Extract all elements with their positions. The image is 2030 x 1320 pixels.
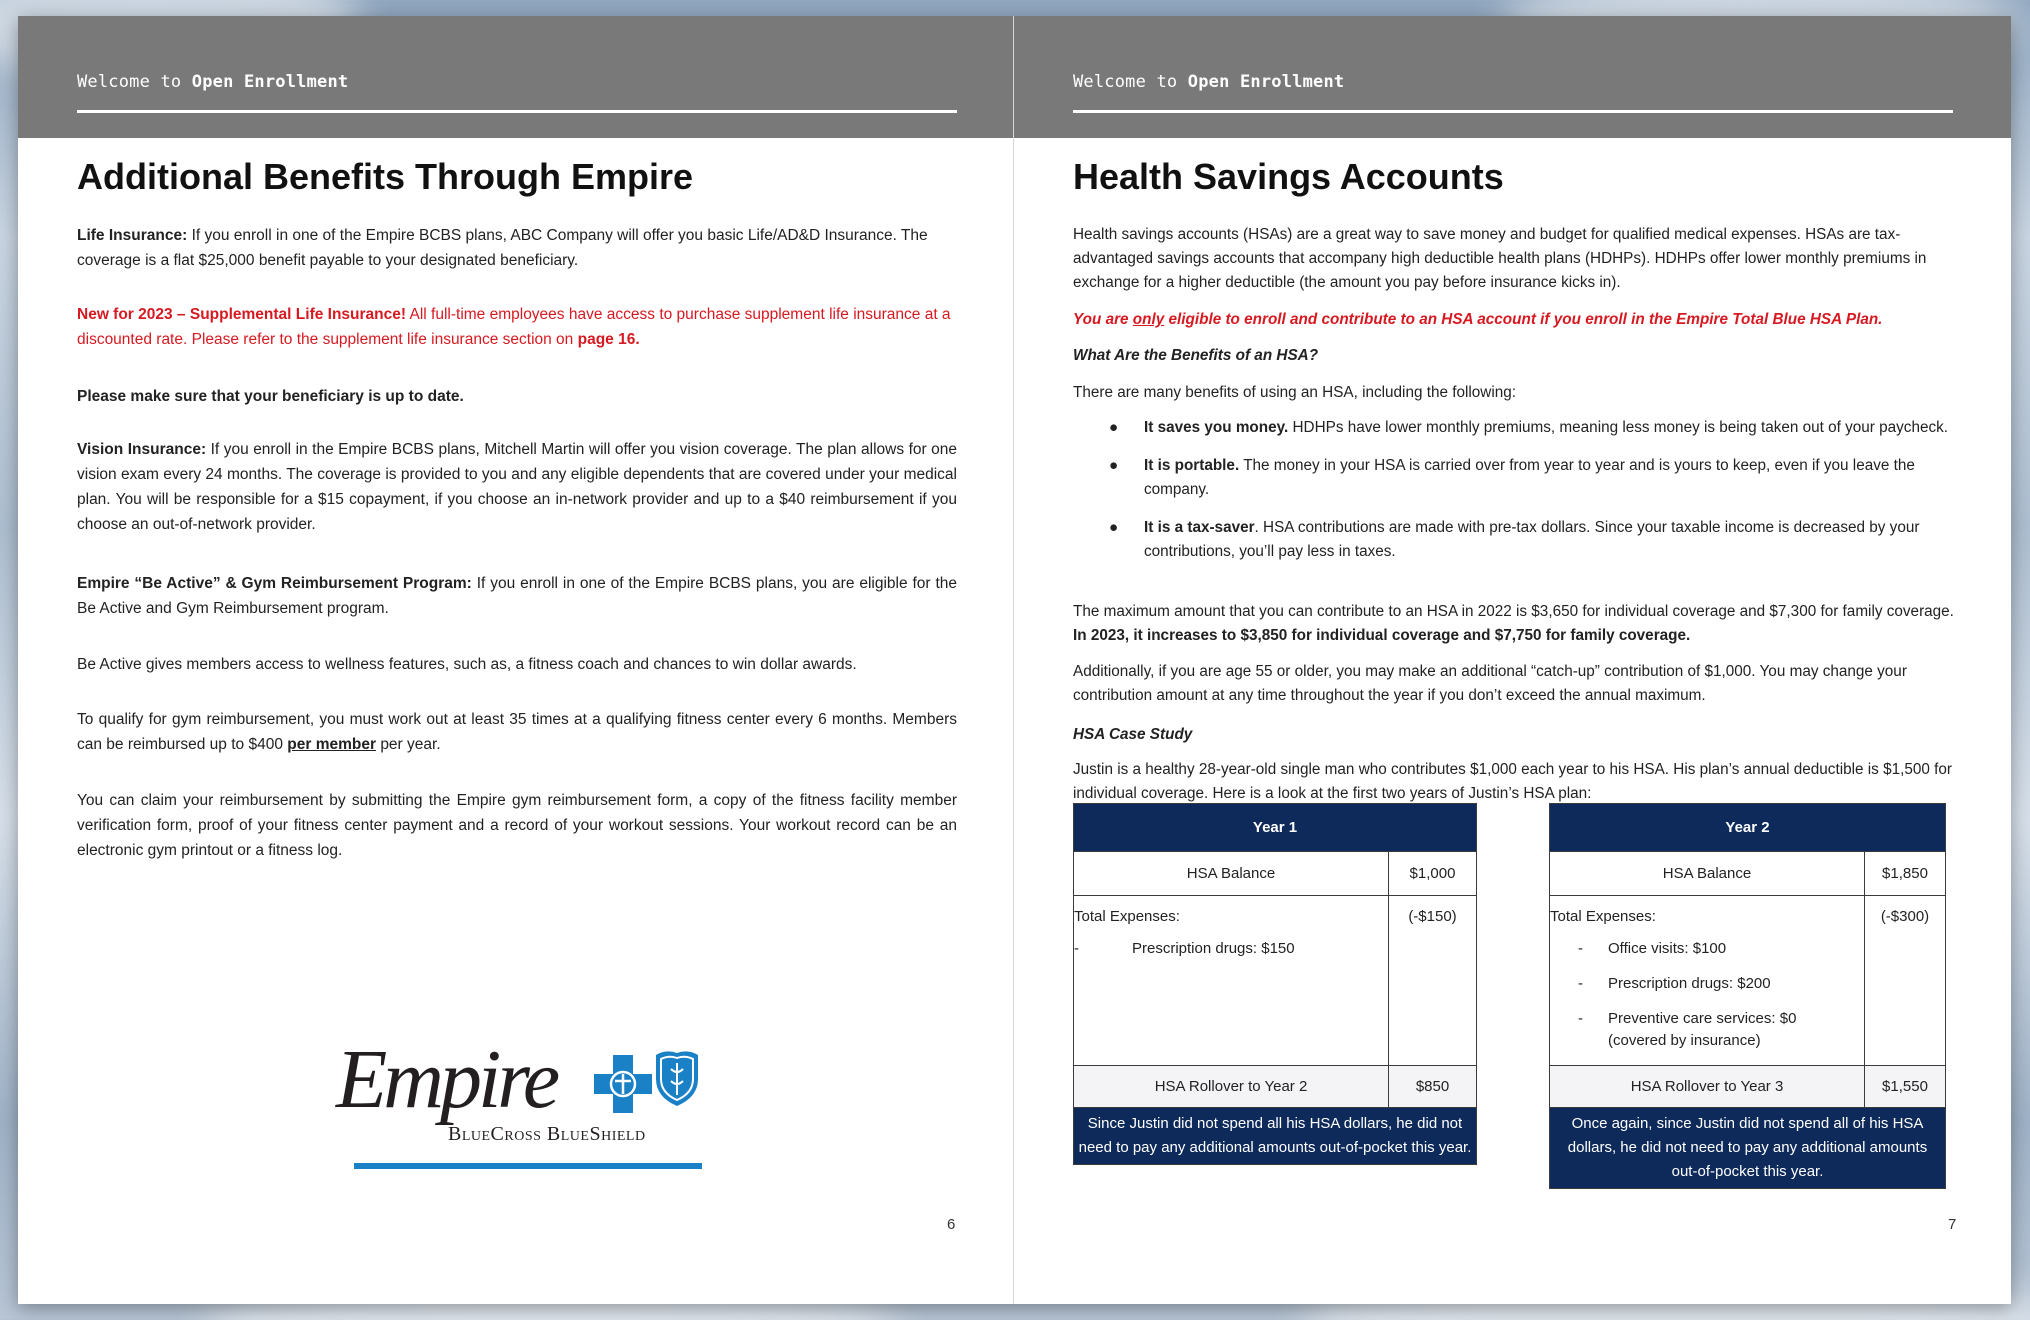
header-title: Welcome to Open Enrollment [77, 72, 349, 92]
rollover-value: $1,550 [1865, 1066, 1946, 1108]
table-row [1074, 896, 1477, 1066]
expenses-cell [1550, 896, 1865, 1066]
case-study-heading: HSA Case Study [1073, 726, 1193, 743]
expenses-label: Total Expenses: [1074, 908, 1180, 925]
table-row [1074, 852, 1477, 896]
benefits-heading: What Are the Benefits of an HSA? [1073, 347, 1319, 364]
list-item: - Prescription drugs: $200 [1578, 975, 1771, 992]
list-item: ● It is a tax-saver. HSA contributions are made with pre-tax dollars. Since your taxable income is decreased by your contributions, you’ll pay less in taxes. [1109, 516, 1969, 564]
case-study-paragraph: Justin is a healthy 28-year-old single man who contributes $1,000 each year to his HSA. His plan’s annual deductible is $1,500 for individual coverage. Here is a look at the first two years of Justin’s HSA plan: [1073, 761, 1952, 802]
gym-claim-paragraph: You can claim your reimbursement by submitting the Empire gym reimbursement form, a copy of the fitness facility member verification form, proof of your fitness center payment and a record of your workout sessions. Your workout record can be an electronic gym printout or a fitness log. [77, 792, 957, 859]
logo-subtitle: BlueCross BlueShield [448, 1123, 646, 1145]
expense-list [1550, 938, 1864, 1052]
rollover-value: $850 [1389, 1066, 1477, 1108]
page-reference-link[interactable]: page 16. [577, 331, 640, 348]
logo-underline [354, 1163, 702, 1169]
page-header [18, 16, 1013, 138]
expenses-label: Total Expenses: [1550, 908, 1656, 925]
list-item: - Preventive care services: $0 (covered by insurance) [1578, 1010, 1797, 1049]
benefits-intro: There are many benefits of using an HSA, including the following: [1073, 384, 1517, 401]
page-left [18, 16, 1013, 1304]
table-footer-note: Since Justin did not spend all his HSA dollars, he did not need to pay any additional amounts out-of-pocket this year. [1074, 1108, 1477, 1165]
header-rule [1073, 110, 1953, 113]
rollover-label: HSA Rollover to Year 2 [1074, 1066, 1389, 1108]
balance-label: HSA Balance [1074, 852, 1389, 896]
table-header: Year 1 [1074, 804, 1477, 852]
hsa-eligibility-note: You are only eligible to enroll and contribute to an HSA account if you enroll in the Empire Total Blue HSA Plan. [1073, 311, 1883, 328]
table-footer-note: Once again, since Justin did not spend all of his HSA dollars, he did not need to pay any additional amounts out-of-pocket this year. [1550, 1108, 1946, 1189]
bullet-icon: ● [1109, 419, 1119, 436]
table-row [1550, 896, 1946, 1066]
year1-table [1073, 803, 1477, 1165]
table-row [1074, 1066, 1477, 1108]
list-item: ● It is portable. The money in your HSA is carried over from year to year and is yours to keep, even if you leave the company. [1109, 454, 1969, 502]
table-row [1550, 1066, 1946, 1108]
be-active-paragraph: Be Active gives members access to wellness features, such as, a fitness coach and chances to win dollar awards. [77, 656, 857, 673]
logo-wordmark: Empire [336, 1033, 557, 1126]
page-number: 7 [1948, 1216, 1957, 1233]
header-rule [77, 110, 957, 113]
contribution-max-paragraph: The maximum amount that you can contribute to an HSA in 2022 is $3,650 for individual coverage and $7,300 for family coverage. In 2023, it increases to $3,850 for individual coverage and $7,750 for family coverage. [1073, 603, 1954, 644]
life-insurance-paragraph: Life Insurance: If you enroll in one of the Empire BCBS plans, ABC Company will offer you basic Life/AD&D Insurance. The coverage is a flat $25,000 benefit payable to your designated beneficiary. [77, 227, 928, 269]
open-brochure [18, 16, 2011, 1304]
header-title: Welcome to Open Enrollment [1073, 72, 1345, 92]
gym-program-paragraph: Empire “Be Active” & Gym Reimbursement Program: If you enroll in one of the Empire BCBS plans, you are eligible for the Be Active and Gym Reimbursement program. [77, 575, 957, 617]
page-number: 6 [947, 1216, 956, 1233]
benefits-bullet-list [1109, 416, 1969, 564]
page-title: Health Savings Accounts [1073, 156, 1504, 197]
expense-list [1074, 938, 1388, 960]
year2-table [1549, 803, 1946, 1189]
page-title: Additional Benefits Through Empire [77, 156, 694, 197]
balance-label: HSA Balance [1550, 852, 1865, 896]
list-item: - Prescription drugs: $150 [1074, 940, 1295, 957]
page-right [1013, 16, 2011, 1304]
page-header [1014, 16, 2011, 138]
bullet-icon: ● [1109, 519, 1119, 536]
expenses-value: (-$150) [1389, 896, 1477, 1066]
expenses-cell [1074, 896, 1389, 1066]
supplemental-life-paragraph: New for 2023 – Supplemental Life Insurance! All full-time employees have access to purchase supplement life insurance at a discounted rate. Please refer to the supplement life insurance section on page 16. [77, 306, 951, 348]
blue-shield-icon [654, 1049, 700, 1107]
expenses-value: (-$300) [1865, 896, 1946, 1066]
list-item: ● It saves you money. HDHPs have lower monthly premiums, meaning less money is being taken out of your paycheck. [1109, 416, 1969, 440]
rollover-label: HSA Rollover to Year 3 [1550, 1066, 1865, 1108]
balance-value: $1,850 [1865, 852, 1946, 896]
table-row [1550, 852, 1946, 896]
empire-bcbs-logo [336, 1031, 706, 1171]
beneficiary-note: Please make sure that your beneficiary is up to date. [77, 388, 464, 405]
gym-qualify-paragraph: To qualify for gym reimbursement, you must work out at least 35 times at a qualifying fitness center every 6 months. Members can be reimbursed up to $400 per member per year. [77, 711, 957, 753]
vision-insurance-paragraph: Vision Insurance: If you enroll in the Empire BCBS plans, Mitchell Martin will offer you vision coverage. The plan allows for one vision exam every 24 months. The coverage is provided to you and any eligible dependents that are covered under your medical plan. You will be responsible for a $15 copayment, if you choose an in-network provider and up to a $40 reimbursement if you choose an out-of-network provider. [77, 441, 958, 533]
hsa-intro-paragraph: Health savings accounts (HSAs) are a great way to save money and budget for qualified medical expenses. HSAs are tax-advantaged savings accounts that accompany high deductible health plans (HDHPs). HDHPs offer lower monthly premiums in exchange for a higher deductible (the amount you pay before insurance kicks in). [1073, 226, 1927, 291]
bullet-icon: ● [1109, 457, 1119, 474]
table-header: Year 2 [1550, 804, 1946, 852]
balance-value: $1,000 [1389, 852, 1477, 896]
blue-cross-icon [594, 1055, 652, 1113]
catch-up-paragraph: Additionally, if you are age 55 or older, you may make an additional “catch-up” contribution of $1,000. You may change your contribution amount at any time throughout the year if you don’t exceed the annual maximum. [1073, 663, 1907, 704]
list-item: - Office visits: $100 [1578, 940, 1727, 957]
